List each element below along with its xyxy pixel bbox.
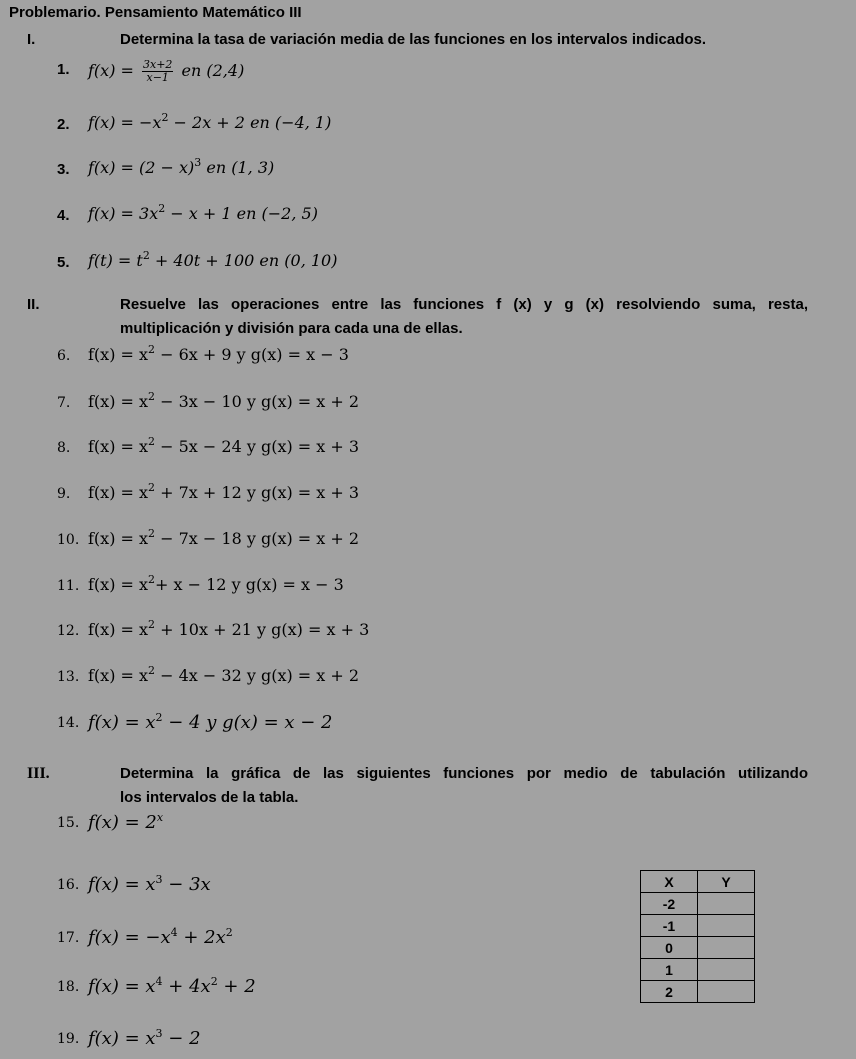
item-number: 16.	[57, 877, 80, 893]
item-number: 8.	[57, 440, 71, 456]
item-number: 12.	[57, 623, 80, 639]
table-header-x: X	[641, 871, 698, 893]
exercise-2-equation: $f(x) = -x^2 - 2x + 2$ en (−4, 1)	[88, 111, 332, 132]
exercise-17-equation: $f(x) = -x^4 + 2x^2$	[88, 926, 233, 948]
exercise-5-equation: $f(t) = t^2 + 40t + 100$ en (0, 10)	[88, 249, 338, 270]
section-2-heading-line-1: Resuelve las operaciones entre las funciones f (x) y g (x) resolviendo suma, resta,	[120, 296, 808, 313]
item-number: 9.	[57, 486, 71, 502]
item-number: 17.	[57, 930, 80, 946]
page-title: Problemario. Pensamiento Matemático III	[9, 4, 302, 21]
exercise-13-equation: $f(x) = x^2 - 4x - 32$ y g(x) = x + 2	[88, 664, 360, 685]
exercise-11-equation: $f(x) = x^2+ x - 12$ y g(x) = x − 3	[88, 573, 344, 594]
table-row	[641, 981, 755, 1003]
exercise-19-equation: $f(x) = x^3 - 2$	[88, 1027, 201, 1049]
item-number: 5.	[57, 254, 70, 271]
table-cell-y[interactable]	[698, 937, 755, 959]
item-number: 3.	[57, 161, 70, 178]
item-number: 15.	[57, 815, 80, 831]
table-row	[641, 893, 755, 915]
exercise-16-equation: $f(x) = x^3 - 3x$	[88, 873, 211, 895]
table-cell-x: -1	[641, 915, 698, 937]
section-3-numeral: III.	[27, 765, 50, 782]
exercise-8-equation: $f(x) = x^2 - 5x - 24$ y g(x) = x + 3	[88, 435, 360, 456]
exercise-15-equation: $f(x) = 2^x$	[88, 811, 164, 833]
table-row	[641, 959, 755, 981]
exercise-1-equation: f(x) = $\frac{3x+2}{x-1}$ en (2,4)	[88, 58, 245, 84]
table-cell-x: 2	[641, 981, 698, 1003]
exercise-6-equation: $f(x) = x^2 - 6x + 9$ y g(x) = x − 3	[88, 343, 349, 364]
section-1-numeral: I.	[27, 31, 36, 48]
item-number: 1.	[57, 61, 70, 78]
table-row	[641, 915, 755, 937]
item-number: 14.	[57, 715, 80, 731]
item-number: 18.	[57, 979, 80, 995]
item-number: 10.	[57, 532, 80, 548]
table-cell-x: 1	[641, 959, 698, 981]
table-row	[641, 937, 755, 959]
item-number: 2.	[57, 116, 70, 133]
exercise-12-equation: $f(x) = x^2 + 10x + 21$ y g(x) = x + 3	[88, 618, 370, 639]
exercise-14-equation: $f(x) = x^2 - 4$ y g(x) = x − 2	[88, 711, 333, 733]
exercise-18-equation: $f(x) = x^4 + 4x^2 + 2$	[88, 975, 256, 997]
table-cell-y[interactable]	[698, 981, 755, 1003]
table-cell-x: -2	[641, 893, 698, 915]
table-cell-y[interactable]	[698, 959, 755, 981]
item-number: 4.	[57, 207, 70, 224]
table-header-row	[641, 871, 755, 893]
exercise-10-equation: $f(x) = x^2 - 7x - 18$ y g(x) = x + 2	[88, 527, 360, 548]
section-1-heading: Determina la tasa de variación media de las funciones en los intervalos indicados.	[120, 31, 707, 48]
table-cell-y[interactable]	[698, 915, 755, 937]
exercise-3-equation: $f(x) = (2 - x)^3$ en (1, 3)	[88, 156, 275, 177]
item-number: 7.	[57, 395, 71, 411]
section-2-heading-line-2: multiplicación y división para cada una de ellas.	[120, 320, 463, 337]
item-number: 6.	[57, 348, 71, 364]
table-cell-y[interactable]	[698, 893, 755, 915]
item-number: 11.	[57, 578, 80, 594]
item-number: 19.	[57, 1031, 80, 1047]
exercise-7-equation: $f(x) = x^2 - 3x - 10$ y g(x) = x + 2	[88, 390, 360, 411]
tabulation-table	[640, 870, 755, 1003]
table-header-y: Y	[698, 871, 755, 893]
exercise-4-equation: $f(x) = 3x^2 - x + 1$ en (−2, 5)	[88, 202, 318, 223]
section-3-heading-line-1: Determina la gráfica de las siguientes funciones por medio de tabulación utilizando	[120, 765, 808, 782]
table-cell-x: 0	[641, 937, 698, 959]
section-2-numeral: II.	[27, 296, 40, 313]
section-3-heading-line-2: los intervalos de la tabla.	[120, 789, 299, 806]
item-number: 13.	[57, 669, 80, 685]
exercise-9-equation: $f(x) = x^2 + 7x + 12$ y g(x) = x + 3	[88, 481, 360, 502]
